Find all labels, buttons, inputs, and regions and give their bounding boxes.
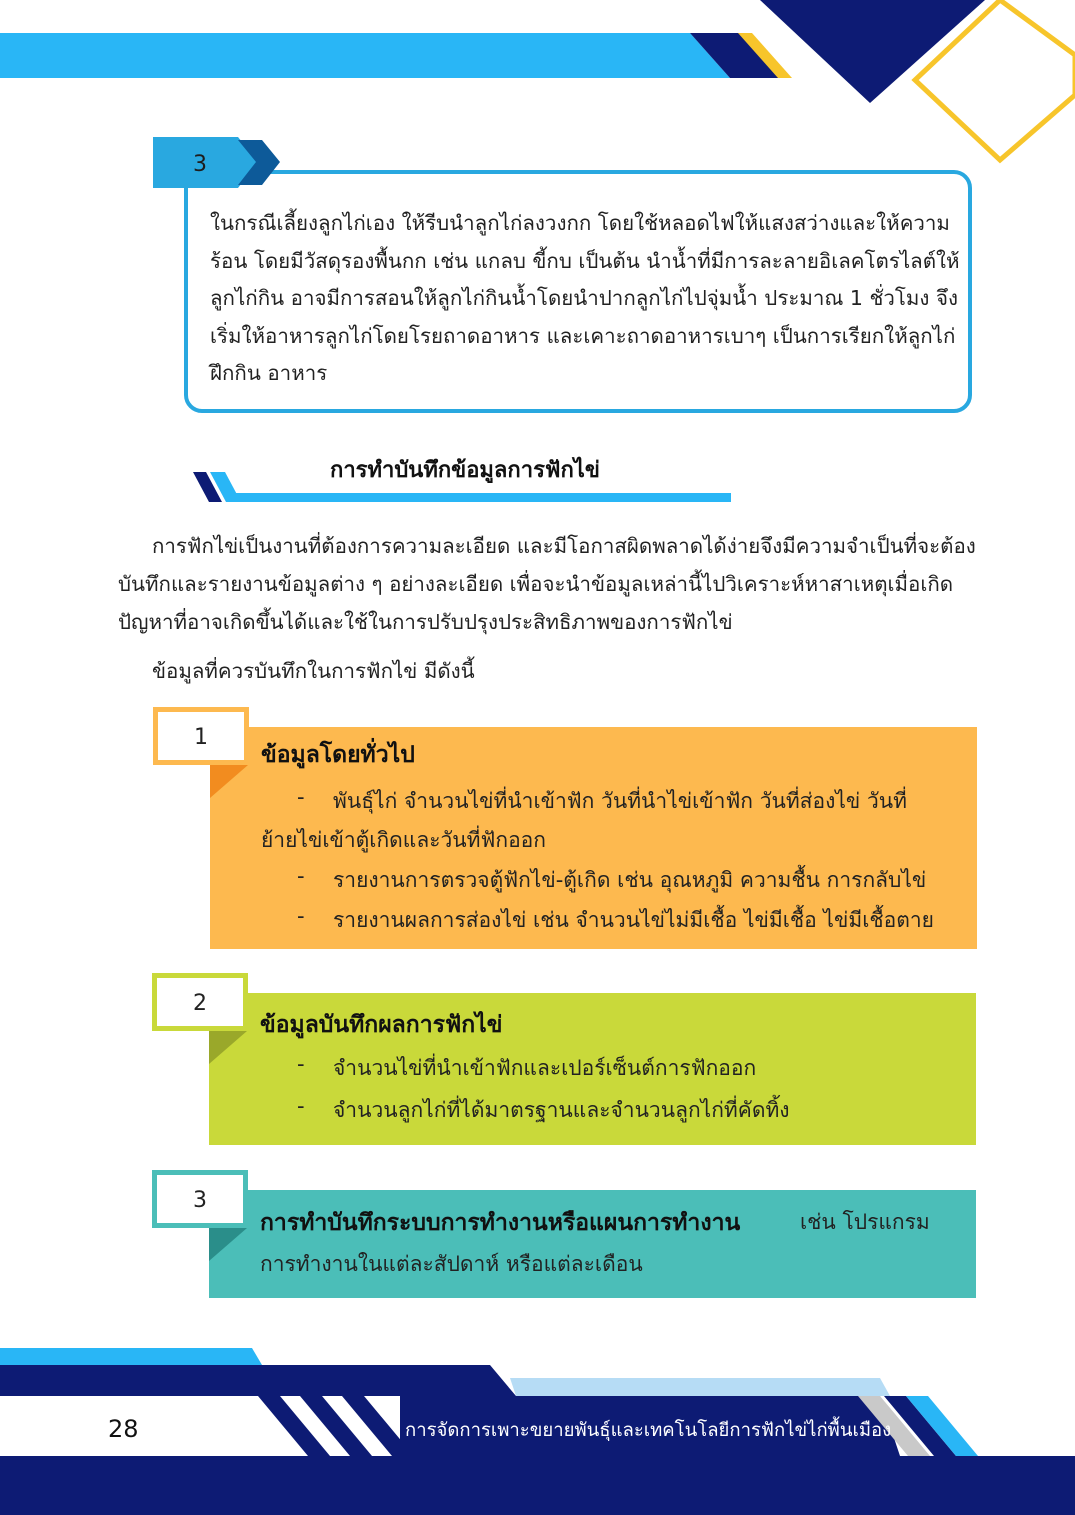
box3-text-end: เช่น โปรแกรม [800,1210,930,1234]
box2-number-tag: 2 [152,973,248,1031]
bullet-dash: - [297,1094,305,1118]
box2-title: ข้อมูลบันทึกผลการฟักไข่ [260,1012,503,1038]
page-number: 28 [108,1415,139,1443]
box1-bullet2: รายงานการตรวจตู้ฟักไข่-ตู้เกิด เช่น อุณหภูมิ ความชื้น การกลับไข่ [333,868,927,892]
bullet-dash: - [297,904,305,928]
bullet-dash: - [297,785,305,809]
box2-bullet2: จำนวนลูกไก่ที่ได้มาตรฐานและจำนวนลูกไก่ที่คัดทิ้ง [333,1098,790,1122]
intro-paragraph: การฟักไข่เป็นงานที่ต้องการความละเอียด และมีโอกาสผิดพลาดได้ง่ายจึงมีความจำเป็นที่จะต้องบันทึกและรายงานข้อมูลต่าง ๆ อย่างละเอียด เพื่อจะนำข้อมูลเหล่านี้ไปวิเคราะห์หาสาเหตุเมื่อเกิดปัญหาที่อาจเกิดขึ้นได้และใช้ในการปรับปรุงประสิทธิภาพของการฟักไข่ [118,534,976,634]
step-number: 3 [193,152,207,177]
box3-number-tag: 3 [152,1170,248,1228]
step-note-text: ในกรณีเลี้ยงลูกไก่เอง ให้รีบนำลูกไก่ลงวงกก โดยใช้หลอดไฟให้แสงสว่างและให้ความร้อน โดยมีวัสดุรองพื้นกก เช่น แกลบ ขี้กบ เป็นต้น นำน้ำที่มีการละลายอิเลคโตรไลต์ให้ลูกไก่กิน อาจมีการสอนให้ลูกไก่กินน้ำโดยนำปากลูกไก่ไปจุ่มน้ำ ประมาณ 1 ชั่วโมง จึงเริ่มให้อาหารลูกไก่โดยโรยถาดอาหาร และเคาะถาดอาหารเบาๆ เป็นการเรียกให้ลูกไก่ฝึกกิน อาหาร [210,211,960,385]
bullet-dash: - [297,864,305,888]
box1-number-tag: 1 [153,707,249,765]
box1-title: ข้อมูลโดยทั่วไป [261,742,415,768]
box1-bullet1-cont: ย้ายไข่เข้าตู้เกิดและวันที่ฟักออก [261,828,547,852]
section-title: การทำบันทึกข้อมูลการฟักไข่ [330,458,600,483]
box3-title: การทำบันทึกระบบการทำงานหรือแผนการทำงาน [260,1210,741,1236]
box3-text-cont: การทำงานในแต่ละสัปดาห์ หรือแต่ละเดือน [260,1252,643,1276]
box1-bullet1: พันธุ์ไก่ จำนวนไข่ที่นำเข้าฟัก วันที่นำไข่เข้าฟัก วันที่ส่องไข่ วันที่ [333,789,907,813]
box3-fold [0,0,260,1270]
box1-bullet3: รายงานผลการส่องไข่ เช่น จำนวนไข่ไม่มีเชื้อ ไข่มีเชื้อ ไข่มีเชื้อตาย [333,908,934,932]
bullet-dash: - [297,1052,305,1076]
lead-sentence: ข้อมูลที่ควรบันทึกในการฟักไข่ มีดังนี้ [152,659,475,683]
book-title: การจัดการเพาะขยายพันธุ์และเทคโนโลยีการฟักไข่ไก่พื้นเมือง [405,1420,892,1441]
box2-bullet1: จำนวนไข่ที่นำเข้าฟักและเปอร์เซ็นต์การฟักออก [333,1056,757,1080]
